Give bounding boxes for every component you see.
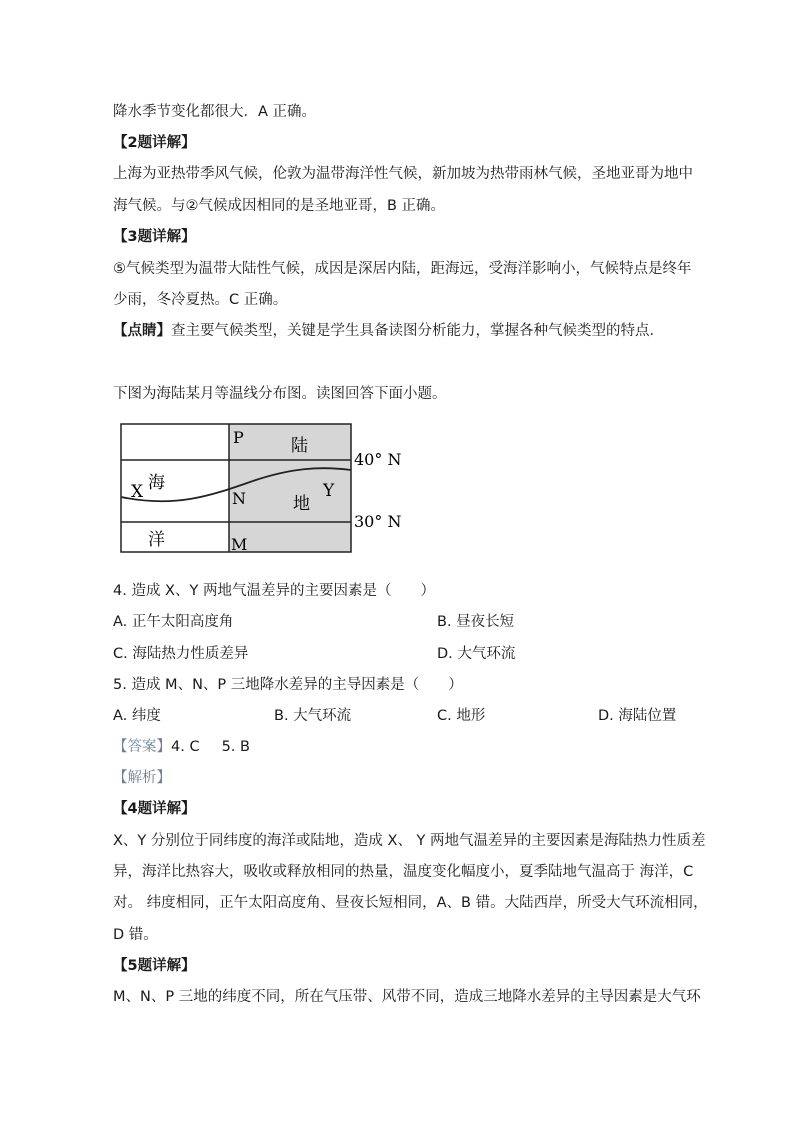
- q4-detail-line-4: D 错。: [113, 927, 158, 943]
- analysis-label: 【解析】: [113, 770, 171, 786]
- q2-detail-line-1: 上海为亚热带季风气候，伦敦为温带海洋性气候，新加坡为热带雨林气候，圣地亚哥为地中: [113, 166, 693, 182]
- tip-paragraph: [113, 321, 664, 341]
- q5-option-c: C. 地形: [437, 708, 486, 724]
- q4-detail-heading: 【4题详解】: [113, 801, 196, 817]
- label-lu: 陆: [291, 436, 308, 456]
- q5-option-d: D. 海陆位置: [598, 708, 677, 724]
- q4-option-c: C. 海陆热力性质差异: [113, 646, 249, 662]
- q4-stem: 4. 造成 X、Y 两地气温差异的主要因素是（ ）: [113, 583, 435, 599]
- isotherm-figure: [115, 418, 415, 560]
- q2-detail-heading: 【2题详解】: [113, 135, 196, 151]
- q4-detail-line-3: 对。 纬度相同，正午太阳高度角、昼夜长短相同，A、B 错。大陆西岸，所受大气环流相同，: [113, 895, 708, 911]
- answer-label: 【答案】: [113, 739, 171, 755]
- q5-detail-heading: 【5题详解】: [113, 958, 196, 974]
- q5-option-a: A. 纬度: [113, 708, 161, 724]
- q4-detail-line-1: X、Y 分别位于同纬度的海洋或陆地，造成 X、 Y 两地气温差异的主要因素是海陆热力性质差: [113, 833, 706, 849]
- q5-option-b: B. 大气环流: [274, 708, 352, 724]
- label-N: N: [232, 489, 246, 508]
- tip-text: 查主要气候类型，关键是学生具备读图分析能力，掌握各种气候类型的特点．: [171, 323, 664, 339]
- label-Y: Y: [323, 481, 335, 501]
- answer-5: 5. B: [221, 739, 250, 755]
- q3-detail-line-2: 少雨，冬冷夏热。C 正确。: [113, 292, 288, 308]
- q4-option-b: B. 昼夜长短: [437, 614, 515, 630]
- label-lat40: 40° N: [354, 450, 402, 469]
- answer-line: [113, 737, 250, 757]
- figure-intro: 下图为海陆某月等温线分布图。读图回答下面小题。: [113, 386, 447, 402]
- q3-detail-line-1: ⑤气候类型为温带大陆性气候，成因是深居内陆，距海远，受海洋影响小，气候特点是终年: [113, 261, 692, 277]
- q5-detail-line-1: M、N、P 三地的纬度不同，所在气压带、风带不同，造成三地降水差异的主导因素是大气环: [113, 989, 701, 1005]
- q5-stem: 5. 造成 M、N、P 三地降水差异的主导因素是（ ）: [113, 677, 463, 693]
- label-P: P: [233, 428, 244, 447]
- label-hai: 海: [148, 473, 165, 493]
- q4-option-d: D. 大气环流: [437, 646, 516, 662]
- answer-4: 4. C: [171, 739, 200, 755]
- prev-answer-line: 降水季节变化都很大．A 正确。: [113, 104, 317, 120]
- q2-detail-line-2: 海气候。与②气候成因相同的是圣地亚哥，B 正确。: [113, 198, 446, 214]
- label-di: 地: [293, 494, 310, 514]
- label-M: M: [231, 535, 248, 554]
- q4-detail-line-2: 异，海洋比热容大，吸收或释放相同的热量，温度变化幅度小，夏季陆地气温高于 海洋，C: [113, 864, 694, 880]
- label-yang: 洋: [148, 530, 165, 550]
- q4-option-a: A. 正午太阳高度角: [113, 614, 234, 630]
- label-lat30: 30° N: [354, 512, 402, 531]
- tip-label: 【点睛】: [113, 323, 171, 339]
- label-X: X: [131, 482, 144, 502]
- q3-detail-heading: 【3题详解】: [113, 229, 196, 245]
